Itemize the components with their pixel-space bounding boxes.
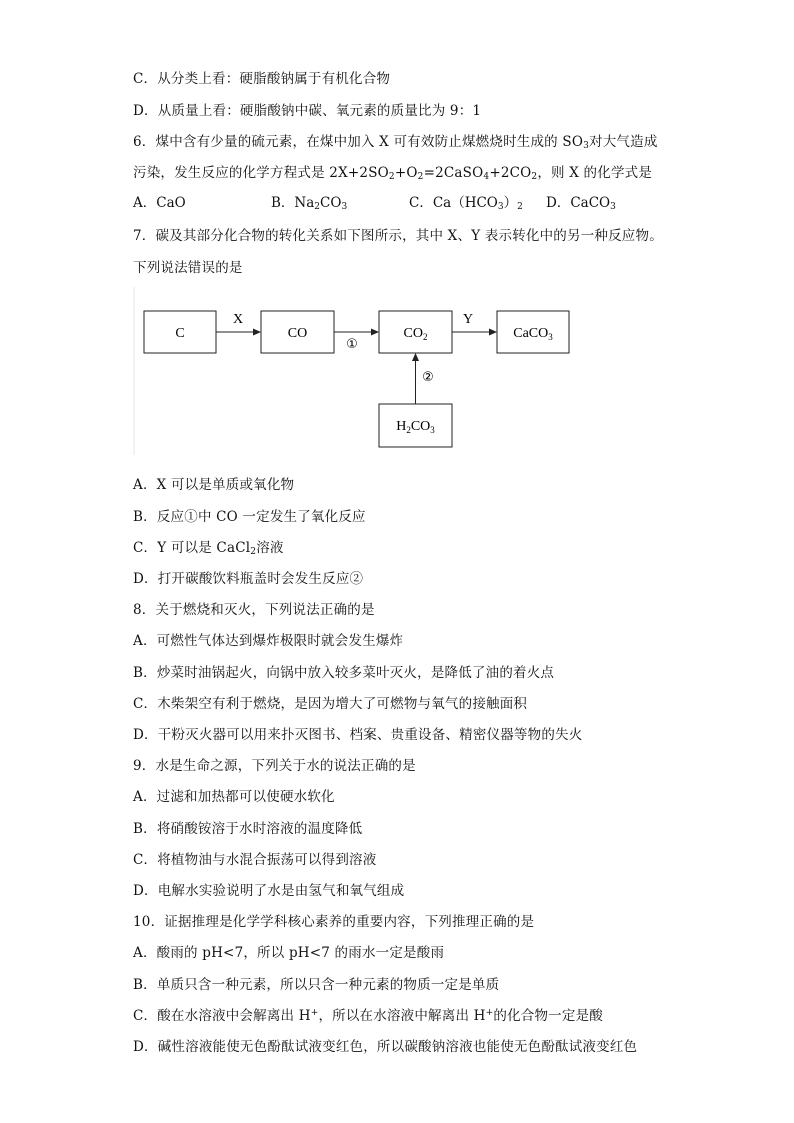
node-co2-label: $CO_2$ (403, 326, 428, 342)
carbon-conversion-diagram (133, 287, 583, 457)
q10-option-d: D．碱性溶液能使无色酚酞试液变红色，所以碳酸钠溶液也能使无色酚酞试液变红色 (133, 1039, 638, 1055)
reaction-2-marker: ② (422, 370, 434, 385)
q6-option-a: A．CaO (133, 195, 186, 211)
q10-option-b: B．单质只含一种元素，所以只含一种元素的物质一定是单质 (133, 977, 500, 993)
node-c-label: C (175, 326, 185, 341)
arrowhead-co2-to-caco3 (489, 329, 497, 336)
arrowhead-c-to-co (253, 329, 261, 336)
node-caco3-label: CaCO$_3$ (513, 326, 553, 342)
q6-option-d: D．CaCO$_3$ (546, 195, 616, 212)
question-10: 10．证据推理是化学学科核心素养的重要内容，下列推理正确的是 (133, 914, 535, 930)
question-7-line1: 7．碳及其部分化合物的转化关系如下图所示，其中 X、Y 表示转化中的另一种反应物。 (133, 228, 663, 244)
question-6-line1: 6．煤中含有少量的硫元素，在煤中加入 X 可有效防止煤燃烧时生成的 $SO_3$对大气造成 (133, 134, 658, 151)
q6-option-b: B．$Na_2CO_3$ (271, 195, 348, 212)
q7-option-a: A．X 可以是单质或氧化物 (133, 477, 295, 493)
arrowhead-h2co3-to-co2 (412, 353, 419, 361)
node-co-label: CO (287, 326, 308, 341)
q10-option-c: C．酸在水溶液中会解离出 H+，所以在水溶液中解离出 H+的化合物一定是酸 (133, 1008, 603, 1024)
option-d-prev: D．从质量上看：硬脂酸钠中碳、氧元素的质量比为 9：1 (133, 103, 482, 119)
question-9: 9．水是生命之源，下列关于水的说法正确的是 (133, 758, 416, 774)
q7-option-c: C．Y 可以是 CaCl$_2$溶液 (133, 540, 284, 557)
option-c-prev: C．从分类上看：硬脂酸钠属于有机化合物 (133, 71, 391, 87)
q10-option-a: A．酸雨的 pH<7，所以 pH<7 的雨水一定是酸雨 (133, 945, 445, 961)
arrowhead-co-to-co2 (371, 329, 379, 336)
q9-option-b: B．将硝酸铵溶于水时溶液的温度降低 (133, 821, 363, 837)
q7-option-d: D．打开碳酸饮料瓶盖时会发生反应② (133, 571, 364, 587)
q6-option-c: C．$Ca(HCO_3)_2$ (409, 195, 523, 212)
q8-option-a: A．可燃性气体达到爆炸极限时就会发生爆炸 (133, 633, 404, 649)
question-7-line2: 下列说法错误的是 (133, 260, 243, 276)
q8-option-d: D．干粉灭火器可以用来扑灭图书、档案、贵重设备、精密仪器等物的失火 (133, 727, 583, 743)
q9-option-d: D．电解水实验说明了水是由氢气和氧气组成 (133, 883, 405, 899)
q8-option-c: C．木柴架空有利于燃烧，是因为增大了可燃物与氧气的接触面积 (133, 696, 528, 712)
q7-option-b: B．反应①中 CO 一定发生了氧化反应 (133, 509, 366, 525)
q9-option-c: C．将植物油与水混合振荡可以得到溶液 (133, 852, 377, 868)
question-8: 8．关于燃烧和灭火，下列说法正确的是 (133, 602, 375, 618)
q8-option-b: B．炒菜时油锅起火，向锅中放入较多菜叶灭火，是降低了油的着火点 (133, 665, 555, 681)
reaction-1-marker: ① (346, 337, 358, 352)
q9-option-a: A．过滤和加热都可以使硬水软化 (133, 789, 335, 805)
question-6-line2: 污染，发生反应的化学方程式是 $2X+2SO_2+O_2=2CaSO_4+2CO_2$，则 X 的化学式是 (133, 165, 653, 182)
arrow-label-x: X (232, 312, 244, 327)
node-h2co3-label: $H_2CO_3$ (396, 419, 435, 435)
arrow-label-y: Y (462, 312, 474, 327)
question-6-options (133, 191, 673, 213)
